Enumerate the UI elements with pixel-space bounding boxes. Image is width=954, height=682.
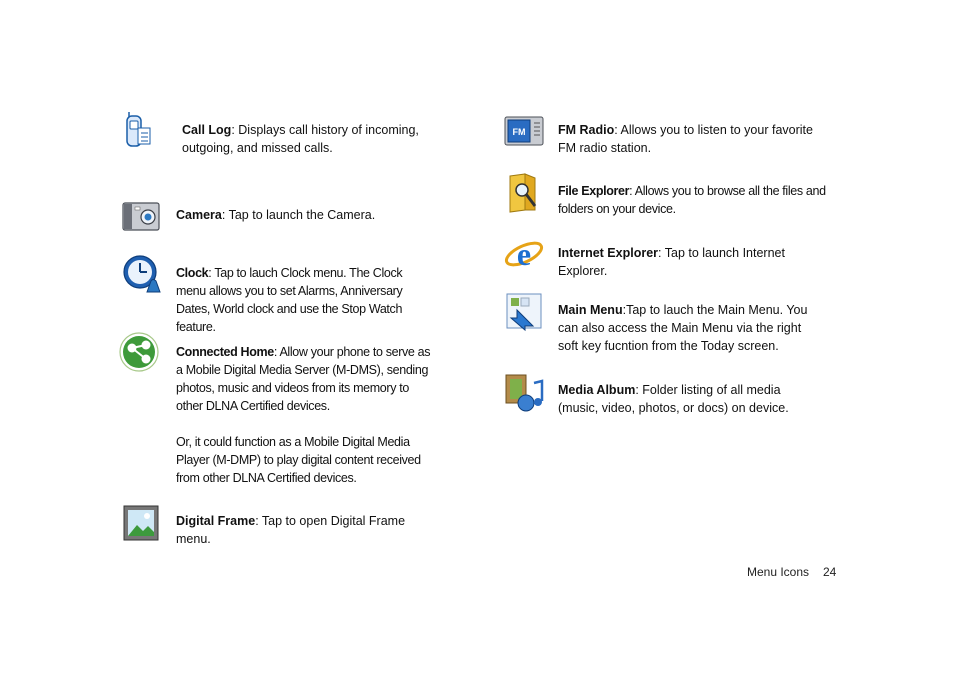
digital-frame-term: Digital Frame xyxy=(176,514,256,528)
connected-home-term: Connected Home xyxy=(176,345,274,359)
connected-home-entry xyxy=(176,343,434,415)
fm-radio-entry xyxy=(558,121,828,157)
main-menu-term: Main Menu xyxy=(558,303,623,317)
call-log-entry xyxy=(182,121,422,157)
camera-icon xyxy=(122,200,160,237)
page-number: 24 xyxy=(823,565,837,579)
call-log-icon xyxy=(124,110,154,155)
digital-frame-entry xyxy=(176,512,436,548)
call-log-term: Call Log xyxy=(182,123,232,137)
camera-desc: : Tap to launch the Camera. xyxy=(221,208,376,222)
connected-home-desc: : Allow your phone to serve as a Mobile Digital Media Server (M-DMS), sending photos, music and videos from its memory to other DLNA Certified devices. xyxy=(176,345,431,413)
fm-radio-icon xyxy=(504,113,544,154)
main-menu-desc: :Tap to lauch the Main Menu. You can also access the Main Menu via the right soft key fucntion from the Today screen. xyxy=(558,303,808,353)
media-album-entry xyxy=(558,381,818,417)
clock-entry xyxy=(176,264,434,336)
ie-glyph: e xyxy=(516,236,532,272)
call-log-desc: : Displays call history of incoming, outgoing, and missed calls. xyxy=(182,123,419,155)
fm-radio-term: FM Radio xyxy=(558,123,615,137)
digital-frame-desc: : Tap to open Digital Frame menu. xyxy=(176,514,406,546)
media-album-icon xyxy=(504,371,546,418)
digital-frame-icon xyxy=(123,505,159,546)
camera-entry xyxy=(176,206,436,224)
connected-home-extra xyxy=(176,433,434,487)
file-explorer-entry xyxy=(558,182,826,218)
clock-icon xyxy=(122,254,162,299)
media-album-desc: : Folder listing of all media (music, video, photos, or docs) on device. xyxy=(558,383,789,415)
file-explorer-term: File Explorer xyxy=(558,184,630,198)
file-explorer-desc: : Allows you to browse all the files and folders on your device. xyxy=(558,184,826,216)
clock-desc: : Tap to lauch Clock menu. The Clock menu allows you to set Alarms, Anniversary Dates, World clock and use the Stop Watch feature. xyxy=(176,266,403,334)
file-explorer-icon xyxy=(507,172,541,219)
fm-radio-icon-label: FM xyxy=(512,127,526,137)
clock-term: Clock xyxy=(176,266,209,280)
fm-radio-desc: : Allows you to listen to your favorite FM radio station. xyxy=(558,123,813,155)
main-menu-icon xyxy=(505,292,543,337)
internet-explorer-desc: : Tap to launch Internet Explorer. xyxy=(558,246,785,278)
footer-section-label: Menu Icons xyxy=(747,565,810,579)
main-menu-entry xyxy=(558,301,818,355)
internet-explorer-term: Internet Explorer xyxy=(558,246,659,260)
camera-term: Camera xyxy=(176,208,222,222)
internet-explorer-icon xyxy=(503,233,545,280)
connected-home-extra-text: Or, it could function as a Mobile Digital Media Player (M-DMP) to play digital content received from other DLNA Certified devices. xyxy=(176,435,421,485)
media-album-term: Media Album xyxy=(558,383,636,397)
internet-explorer-entry xyxy=(558,244,828,280)
connected-home-icon xyxy=(118,331,160,378)
